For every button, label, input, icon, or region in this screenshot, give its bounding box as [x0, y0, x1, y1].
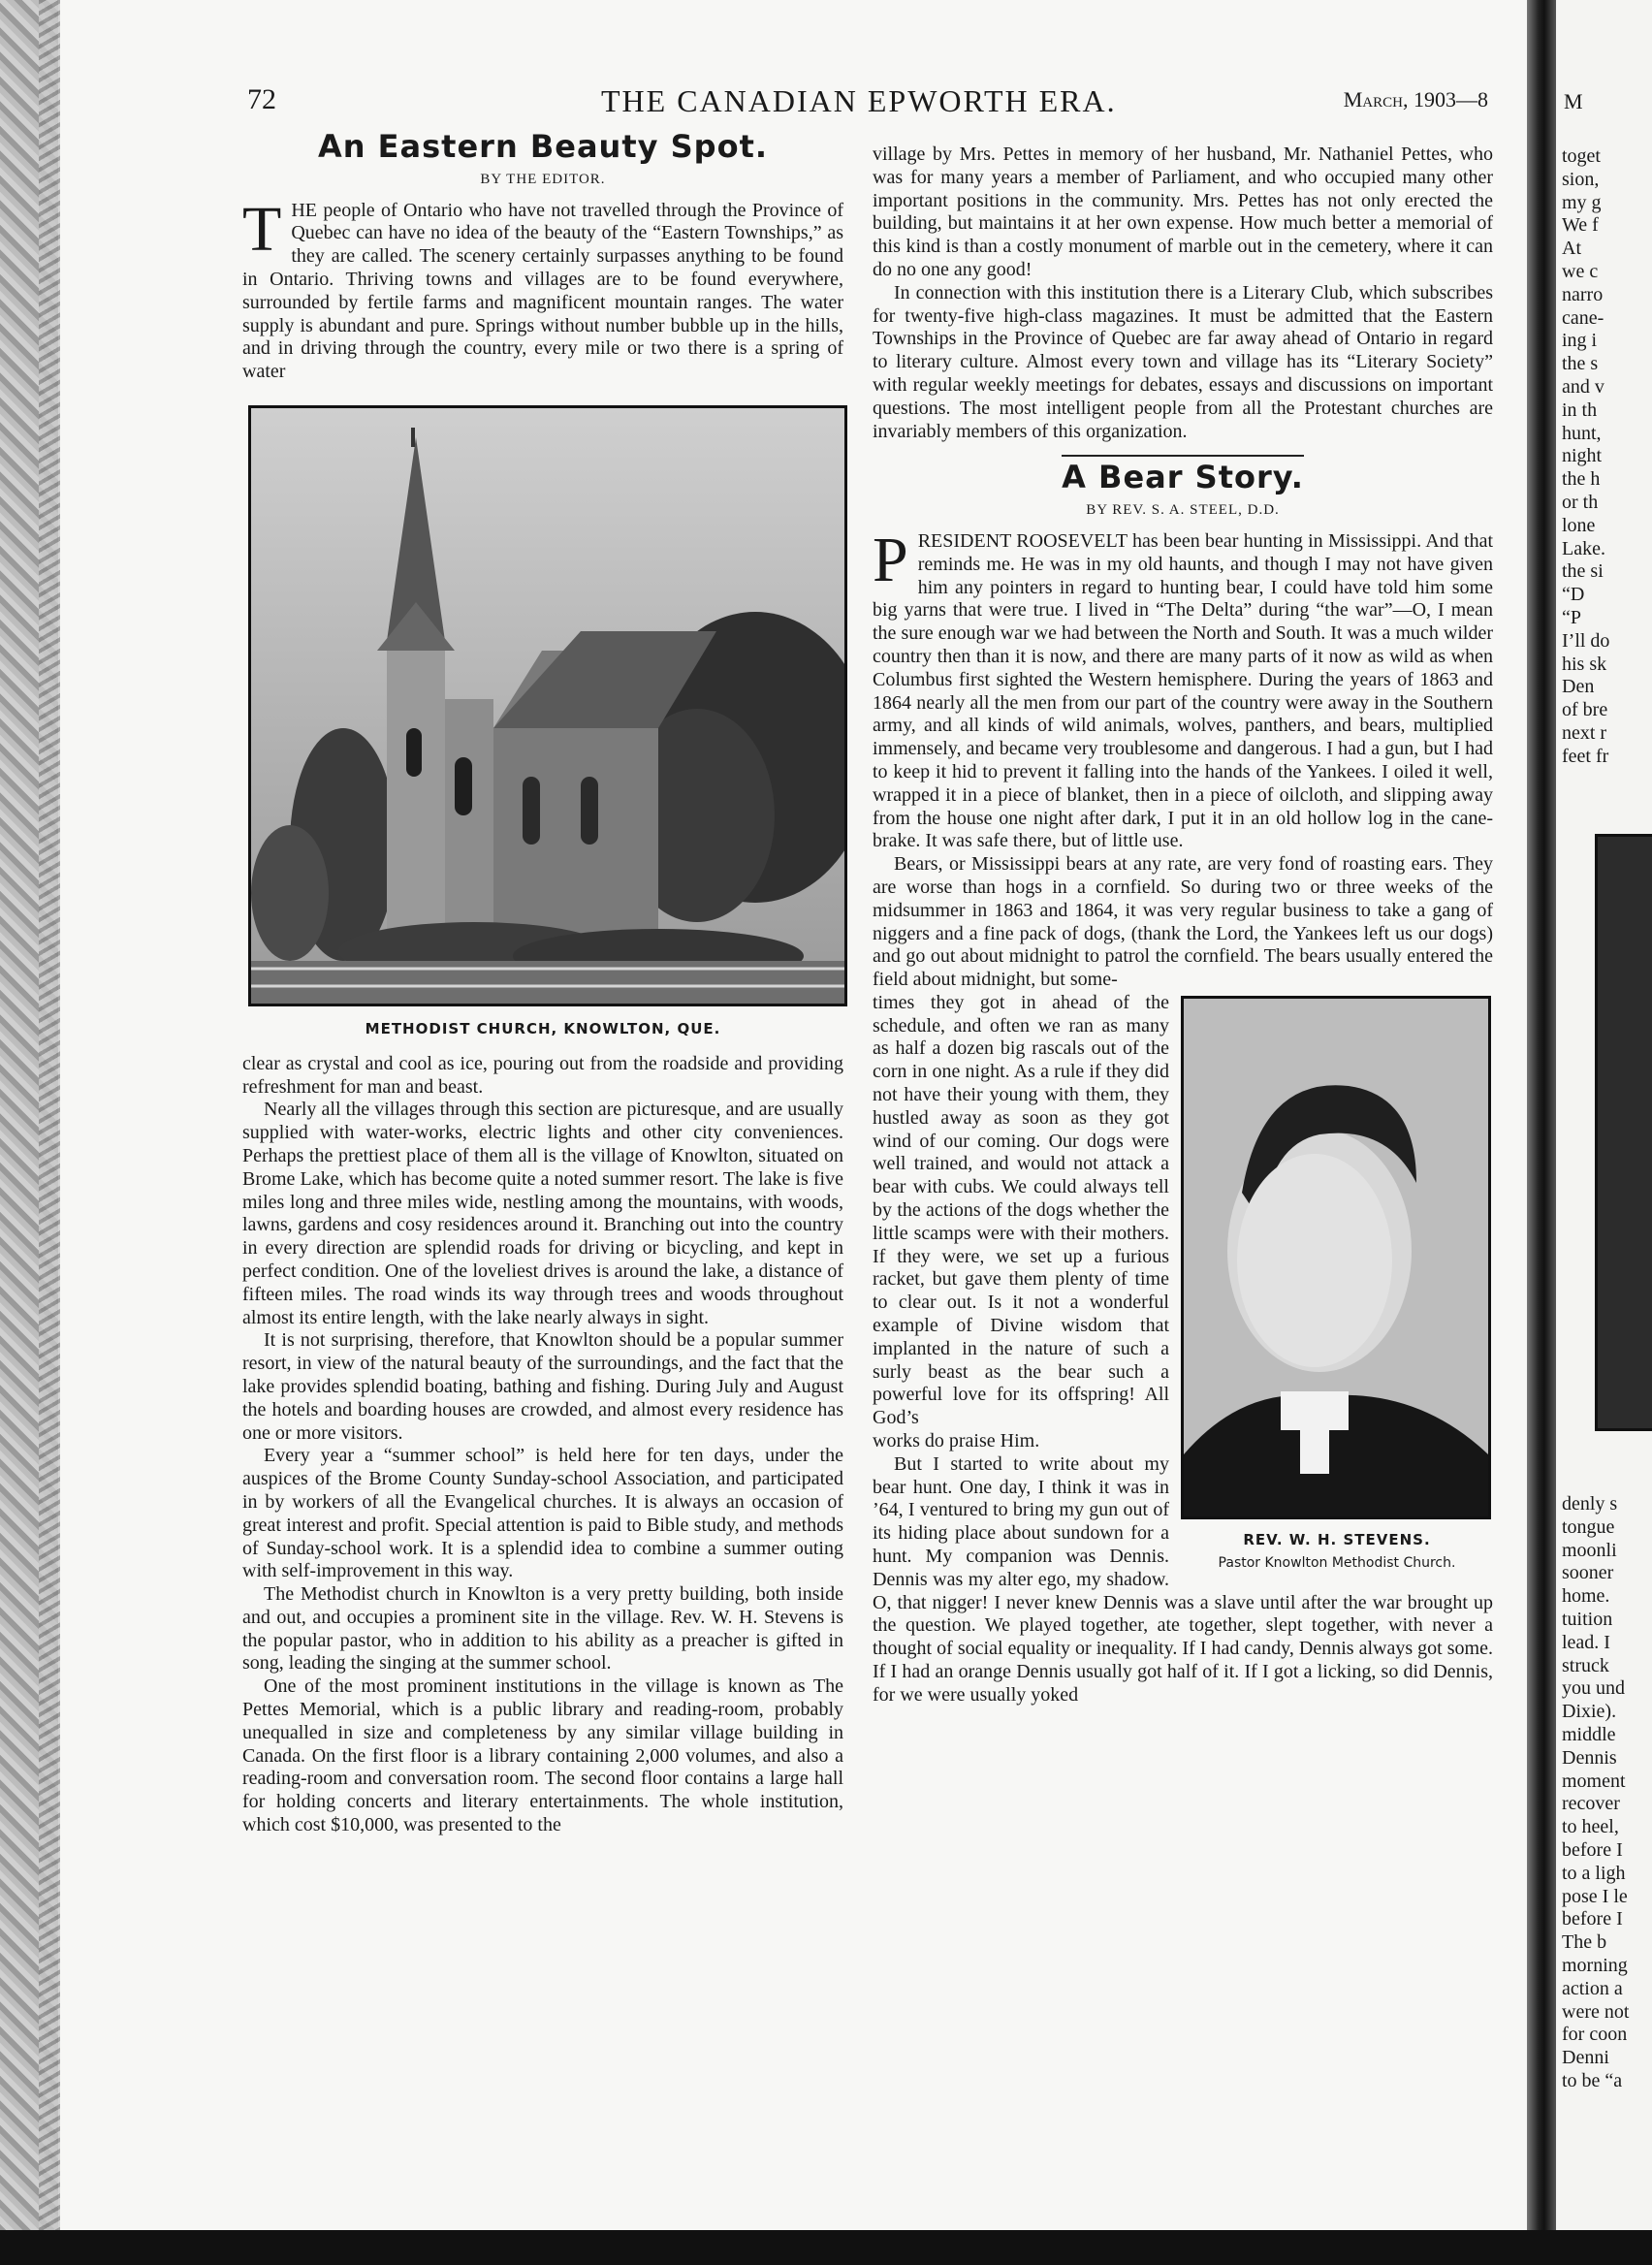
book-binding-pattern: [39, 0, 60, 2265]
text-line: his sk: [1562, 653, 1607, 675]
portrait-block: [1181, 996, 1493, 1576]
text-line: The b: [1562, 1931, 1607, 1954]
text-line: “D: [1562, 584, 1585, 606]
text-line: denly s: [1562, 1493, 1618, 1515]
text-line: of bre: [1562, 699, 1608, 721]
text-line: for coon: [1562, 2024, 1628, 2046]
text-line: lead. I: [1562, 1631, 1610, 1653]
issue-date: March, 1903—8: [1343, 87, 1488, 112]
text-line: in th: [1562, 399, 1598, 421]
page-gutter: [1527, 0, 1556, 2265]
text-line: lone: [1562, 514, 1596, 536]
text-line: sooner: [1562, 1562, 1614, 1584]
portrait-photo: [1181, 996, 1491, 1519]
text-line: I’ll do: [1562, 629, 1610, 652]
portrait-subcaption: Pastor Knowlton Methodist Church.: [1218, 1554, 1456, 1571]
text-line: We f: [1562, 214, 1599, 237]
text-line: to a ligh: [1562, 1862, 1626, 1884]
text-line: to be “a: [1562, 2069, 1623, 2091]
byline-steel: BY REV. S. A. STEEL, D.D.: [1086, 502, 1280, 519]
text-line: toget: [1562, 145, 1601, 167]
church-photo: [248, 405, 847, 1006]
paragraph: Nearly all the villages through this section are picturesque, and are usually supplied with water-works, electric lights and other city conveniences. Perhaps the prettiest place of them all is the village of Knowlton, situated on Brome Lake, which has become quite a noted summer resort. The lake is five miles long and three miles wide, nestling among the mountains, with woods, lawns, gardens and cosy residences around it. Branching out into the country in every direction are splendid roads for driving or bicycling, and kept in perfect condition. One of the loveliest drives is around the lake, a distance of fifteen miles. The road winds its way through trees and woods throughout almost its entire length, with the lake nearly always in sight.: [242, 1099, 843, 1328]
text-line: action a: [1562, 1977, 1623, 1999]
lead-paragraph: RESIDENT ROOSEVELT has been bear hunting in Mississippi. And that reminds me. He was in my old haunts, and though I may not have given him any pointers in regard to hunting bear, I could have told him some big yarns that were true. I lived in “The Delta” during “the war”—O, I mean the sure enough war we had between the North and South. It was a much wilder country then than it is now, and there are many parts of it now as wild as when Columbus first sighted the Western hemisphere. During the years of 1863 and 1864 nearly all the men from our part of the country were away in the Southern army, and all kinds of wild animals, wolves, panthers, and bears, multiplied immensely, and became very troublesome and dangerous. I had a gun, but I had to keep it hid to prevent it falling into the hands of the Yankees. I oiled it well, wrapped it in a piece of blanket, then in a piece of oilcloth, and slipping away from the house one night after dark, I put it in an old hollow log in the cane-brake. It was safe there, but of little use.: [873, 529, 1493, 852]
text-line: At: [1562, 238, 1581, 260]
running-title: THE CANADIAN EPWORTH ERA.: [601, 83, 1117, 118]
text-line: to heel,: [1562, 1816, 1619, 1838]
text-line: Dennis: [1562, 1746, 1617, 1769]
paragraph: The Methodist church in Knowlton is a very pretty building, both inside and out, and occupies a prominent site in the village. Rev. W. H. Stevens is the popular pastor, who in addition to his ability as a preacher is gifted in song, leading the singing at the summer school.: [242, 1583, 843, 1675]
text-line: and v: [1562, 375, 1604, 398]
text-line: feet fr: [1562, 745, 1609, 767]
paragraph: Bears, or Mississippi bears at any rate, are very fond of roasting ears. They are worse than hogs in a cornfield. So during two or three weeks of the midsummer in 1863 and 1864, it was very regular business to take a gang of niggers and a fine pack of dogs, (thank the Lord, the Yankees left us our dogs) and go out about midnight to patrol the cornfield. The bears usually entered the field about midnight, but some-: [873, 853, 1493, 991]
church-photo-caption: METHODIST CHURCH, KNOWLTON, QUE.: [365, 1019, 721, 1037]
text-line: pose I le: [1562, 1885, 1628, 1907]
text-line: morning: [1562, 1954, 1628, 1976]
left-column: [242, 128, 843, 1837]
text-line: were not: [1562, 2000, 1630, 2023]
text-line: hunt,: [1562, 422, 1602, 444]
text-line: the s: [1562, 353, 1599, 375]
text-line: night: [1562, 445, 1603, 467]
article-title-bear-story: A Bear Story.: [1062, 459, 1304, 496]
paragraph: But I started to write about my bear hunt. One day, I think it was in ’64, I ventured to bring my gun out of its hiding place about sundown for a hunt. My companion was Dennis. Dennis was my alter ego, my shadow. O, that nigger! I never knew Dennis was a slave until after the war brought up the question. We played together, ate together, slept together, with never a thought of social equality or inequality. If I had candy, Dennis always got some. If I had an orange Dennis usually got half of it. If I got a licking, so did Dennis, for we were usually yoked: [873, 1452, 1493, 1706]
text-line: tuition: [1562, 1608, 1613, 1630]
text-line: ing i: [1562, 330, 1598, 352]
lead-paragraph: HE people of Ontario who have not travelled through the Province of Quebec can have no idea of the beauty of the “Eastern Townships,” as they are called. The scenery certainly surpasses anything to be found in Ontario. Thriving towns and villages are to be found everywhere, surrounded by fertile farms and magnificent mountain ranges. The water supply is abundant and pure. Springs without number bubble up in the hills, and in driving through the country, every mile or two there is a spring of water: [242, 199, 843, 383]
text-line: Den: [1562, 676, 1595, 698]
text-line: before I: [1562, 1908, 1623, 1930]
article-title-eastern-beauty-spot: An Eastern Beauty Spot.: [317, 128, 769, 165]
text-line: before I: [1562, 1838, 1623, 1861]
byline-editor: BY THE EDITOR.: [480, 171, 606, 187]
scan-bottom-edge: [0, 2230, 1652, 2265]
text-line: you und: [1562, 1677, 1625, 1700]
text-line: Dixie).: [1562, 1701, 1617, 1723]
text-line: or th: [1562, 491, 1599, 513]
next-page-photo: [1595, 834, 1652, 1431]
text-line: we c: [1562, 260, 1599, 282]
bear-story-lead: [873, 524, 1493, 853]
text-line: tongue: [1562, 1515, 1615, 1538]
section-divider: [1062, 455, 1304, 457]
page-number: 72: [247, 83, 276, 115]
paragraph: One of the most prominent institutions in the village is known as The Pettes Memorial, which is a public library and reading-room, probably unequalled in size and completeness by any similar village building in Canada. On the first floor is a library containing 2,000 volumes, and also a reading-room and conversation room. The second floor contains a large hall for holding concerts and literary entertainments. The whole institution, which cost $10,000, was presented to the: [242, 1675, 843, 1836]
next-page-edge: [1556, 0, 1652, 2265]
text-line: Lake.: [1562, 537, 1605, 559]
article-lead: [242, 193, 843, 384]
portrait-illustration: [1184, 999, 1488, 1516]
text-line: struck: [1562, 1654, 1609, 1676]
text-line: Denni: [1562, 2047, 1609, 2069]
text-line: moment: [1562, 1770, 1626, 1792]
text-line: next r: [1562, 721, 1607, 744]
text-line: the si: [1562, 560, 1604, 583]
church-illustration: [251, 408, 844, 1004]
page-header: [247, 83, 1488, 122]
text-line: the h: [1562, 468, 1601, 491]
paragraph: It is not surprising, therefore, that Knowlton should be a popular summer resort, in view of the natural beauty of the surroundings, and the fact that the lake provides splendid boating, bathing and fishing. During July and August the hotels and boarding houses are crowded, and almost every residence has one or more visitors.: [242, 1329, 843, 1444]
paragraph: works do praise Him.: [873, 1430, 1040, 1452]
text-line: my g: [1562, 191, 1602, 213]
portrait-caption: REV. W. H. STEVENS.: [1243, 1530, 1431, 1548]
text-line: “P: [1562, 606, 1581, 628]
text-line: sion,: [1562, 168, 1600, 190]
right-column: [873, 144, 1493, 1707]
text-line: home.: [1562, 1585, 1610, 1608]
text-line: narro: [1562, 283, 1604, 305]
next-page-text-bottom: [1562, 1493, 1629, 2093]
continuation-paragraph: In connection with this institution there is a Literary Club, which subscribes for twenty-five high-class magazines. It must be admitted that the Eastern Townships in the Province of Quebec are far away ahead of Ontario in regard to literary culture. Almost every town and village has its “Literary Society” with regular weekly meetings for debates, essays and discussions on important questions. The most intelligent people from all the Protestant churches are invariably members of this organization.: [873, 281, 1493, 442]
paragraph: Every year a “summer school” is held here for ten days, under the auspices of the Brome County Sunday-school Association, and participated in by workers of all the Evangelical churches. It is always an occasion of great interest and profit. Special attention is paid to Bible study, and methods of Sunday-school work. It is a splendid idea to combine a summer outing with self-improvement in this way.: [242, 1445, 843, 1582]
text-line: moonli: [1562, 1539, 1617, 1561]
next-page-text-top: [1562, 145, 1609, 769]
text-line: cane-: [1562, 306, 1604, 329]
drop-cap-p: P: [873, 524, 908, 595]
next-page-header: M: [1564, 89, 1583, 113]
text-line: recover: [1562, 1793, 1620, 1815]
paragraph: clear as crystal and cool as ice, pouring out from the roadside and providing refreshment for man and beast.: [242, 1052, 843, 1098]
drop-cap-t: T: [242, 193, 282, 265]
paragraph: times they got in ahead of the schedule, and often we ran as many as half a dozen big rascals out of the corn in one night. As a rule if they did not have their young with them, they hustled away as soon as they got wind of our coming. Our dogs were well trained, and would not attack a bear with cubs. We could always tell by the actions of the dogs whether the little scamps were with their mothers. If they were, we set up a furious racket, but gave them plenty of time to clear out. Is it not a wonderful example of Divine wisdom that implanted in the nature of such a surly beast as the bear such a powerful love for its offspring! All God’s: [873, 991, 1169, 1429]
continuation-paragraph: village by Mrs. Pettes in memory of her husband, Mr. Nathaniel Pettes, who was for many years a member of Parliament, and who occupied many other important positions in the community. Mrs. Pettes has not only erected the building, but maintains it at her own expense. How much better a memorial of this kind is than a costly monument of marble out in the cemetery, where it can do no one any good!: [873, 144, 1493, 280]
text-line: middle: [1562, 1723, 1616, 1745]
